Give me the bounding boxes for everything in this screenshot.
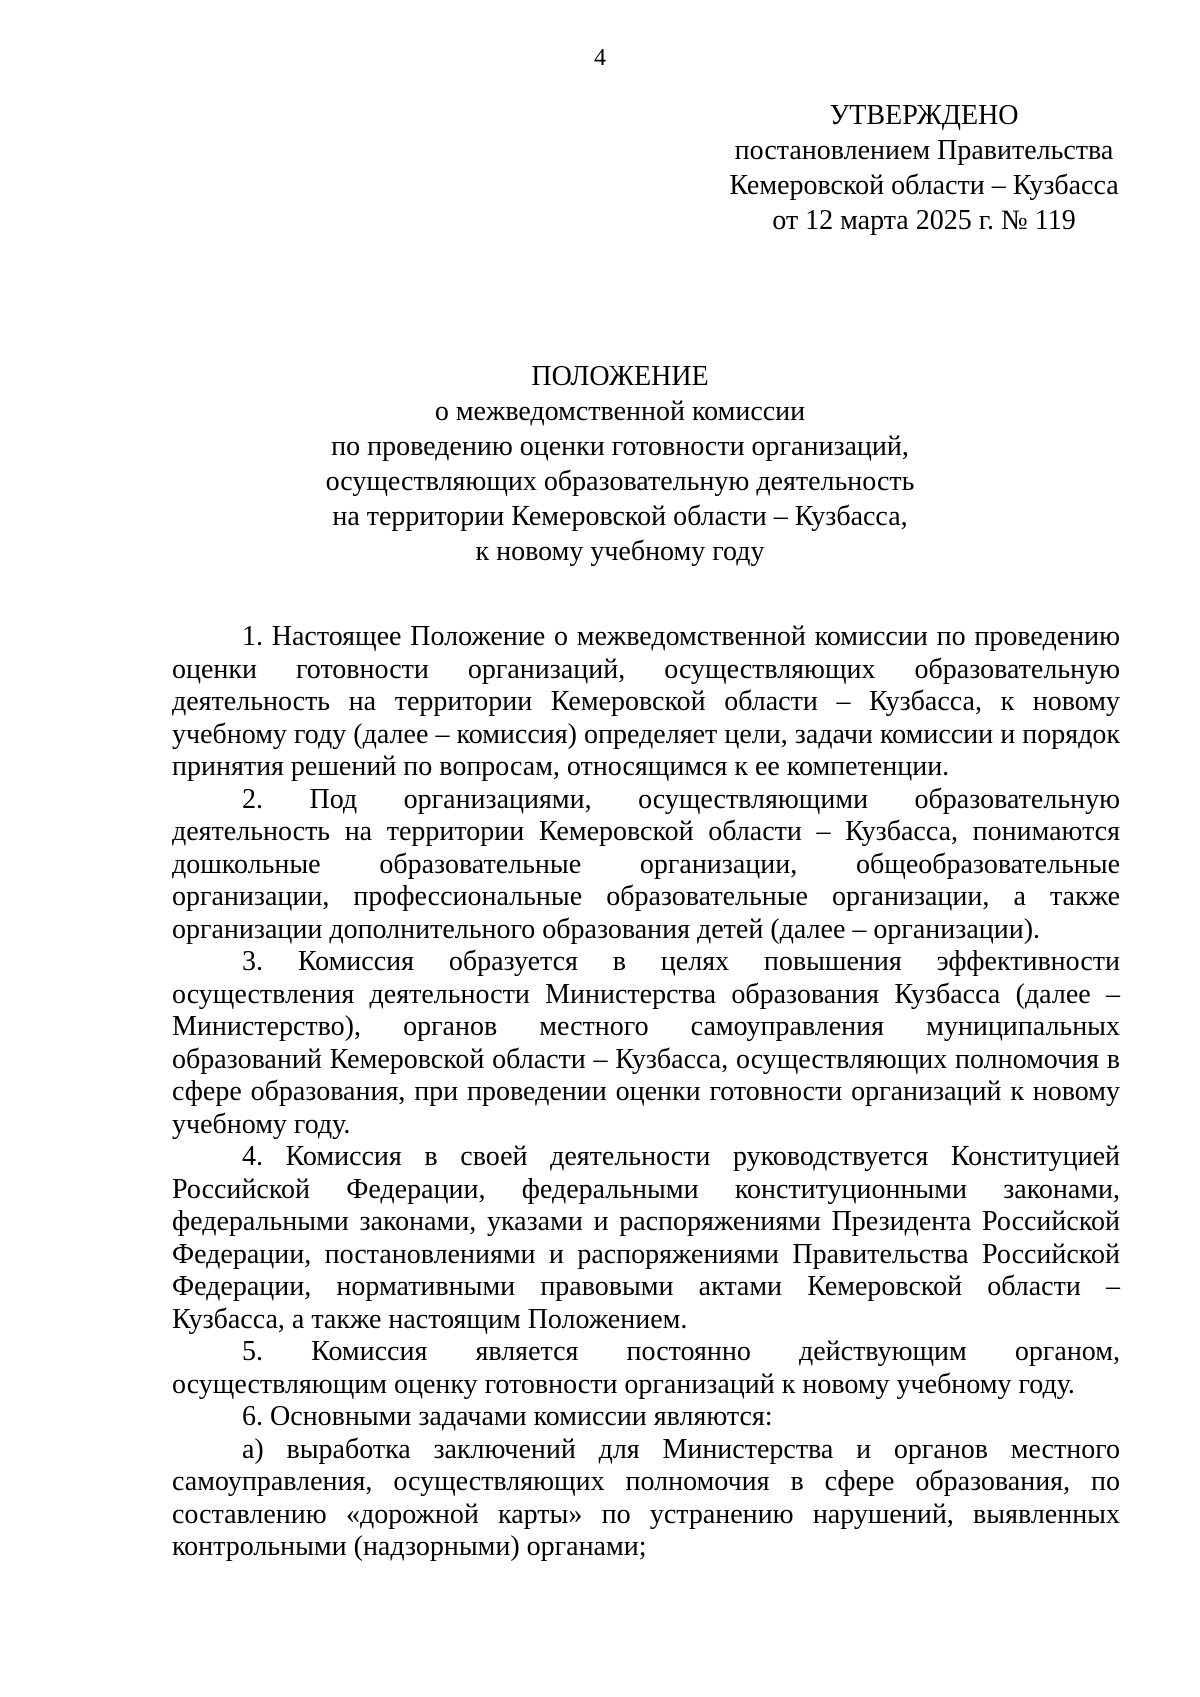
document-heading: ПОЛОЖЕНИЕ xyxy=(531,361,709,392)
page-number: 4 xyxy=(594,45,606,71)
approval-title: УТВЕРЖДЕНО xyxy=(829,100,1019,131)
document-title-line: на территории Кемеровской области – Кузбасса, xyxy=(332,501,908,532)
paragraph-5: 5. Комиссия является постоянно действующим органом, осуществляющим оценку готовности организаций к новому учебному году. xyxy=(172,1336,1120,1400)
document-title-block xyxy=(160,359,1080,569)
paragraph-2: 2. Под организациями, осуществляющими образовательную деятельность на территории Кемеровской области – Кузбасса, понимаются дошкольные образовательные организации, общеобразовательные организации, профессиональные образовательные организации, а также организации дополнительного образования детей (далее – организации). xyxy=(172,783,1120,945)
paragraph-6: 6. Основными задачами комиссии являются: xyxy=(242,1401,773,1432)
document-title-line: о межведомственной комиссии xyxy=(434,396,806,427)
approval-line-resolution: постановлением Правительства xyxy=(734,135,1114,166)
document-title-line: по проведению оценки готовности организаций, xyxy=(331,431,909,462)
paragraph-4: 4. Комиссия в своей деятельности руководствуется Конституцией Российской Федерации, федеральными конституционными законами, федеральными законами, указами и распоряжениями Президента Российской Федерации, постановлениями и распоряжениями Правительства Российской Федерации, нормативными правовыми актами Кемеровской области – Кузбасса, а также настоящим Положением. xyxy=(172,1141,1120,1335)
document-body xyxy=(172,621,1120,1564)
document-title-line: к новому учебному году xyxy=(475,536,765,567)
paragraph-3: 3. Комиссия образуется в целях повышения эффективности осуществления деятельности Министерства образования Кузбасса (далее – Министерство), органов местного самоуправления муниципальных образований Кемеровской области – Кузбасса, осуществляющих полномочия в сфере образования, при проведении оценки готовности организаций к новому учебному году. xyxy=(172,946,1120,1140)
document-title-line: осуществляющих образовательную деятельность xyxy=(325,466,915,497)
approval-line-region: Кемеровской области – Кузбасса xyxy=(729,170,1119,201)
paragraph-6a: а) выработка заключений для Министерства и органов местного самоуправления, осуществляющих полномочия в сфере образования, по составлению «дорожной карты» по устранению нарушений, выявленных контрольными (надзорными) органами; xyxy=(172,1433,1120,1562)
approval-stamp-block xyxy=(700,98,1148,238)
approval-line-date-number: от 12 марта 2025 г. № 119 xyxy=(772,205,1076,236)
paragraph-1: 1. Настоящее Положение о межведомственной комиссии по проведению оценки готовности организаций, осуществляющих образовательную деятельность на территории Кемеровской области – Кузбасса, к новому учебному году (далее – комиссия) определяет цели, задачи комиссии и порядок принятия решений по вопросам, относящимся к ее компетенции. xyxy=(172,621,1120,782)
